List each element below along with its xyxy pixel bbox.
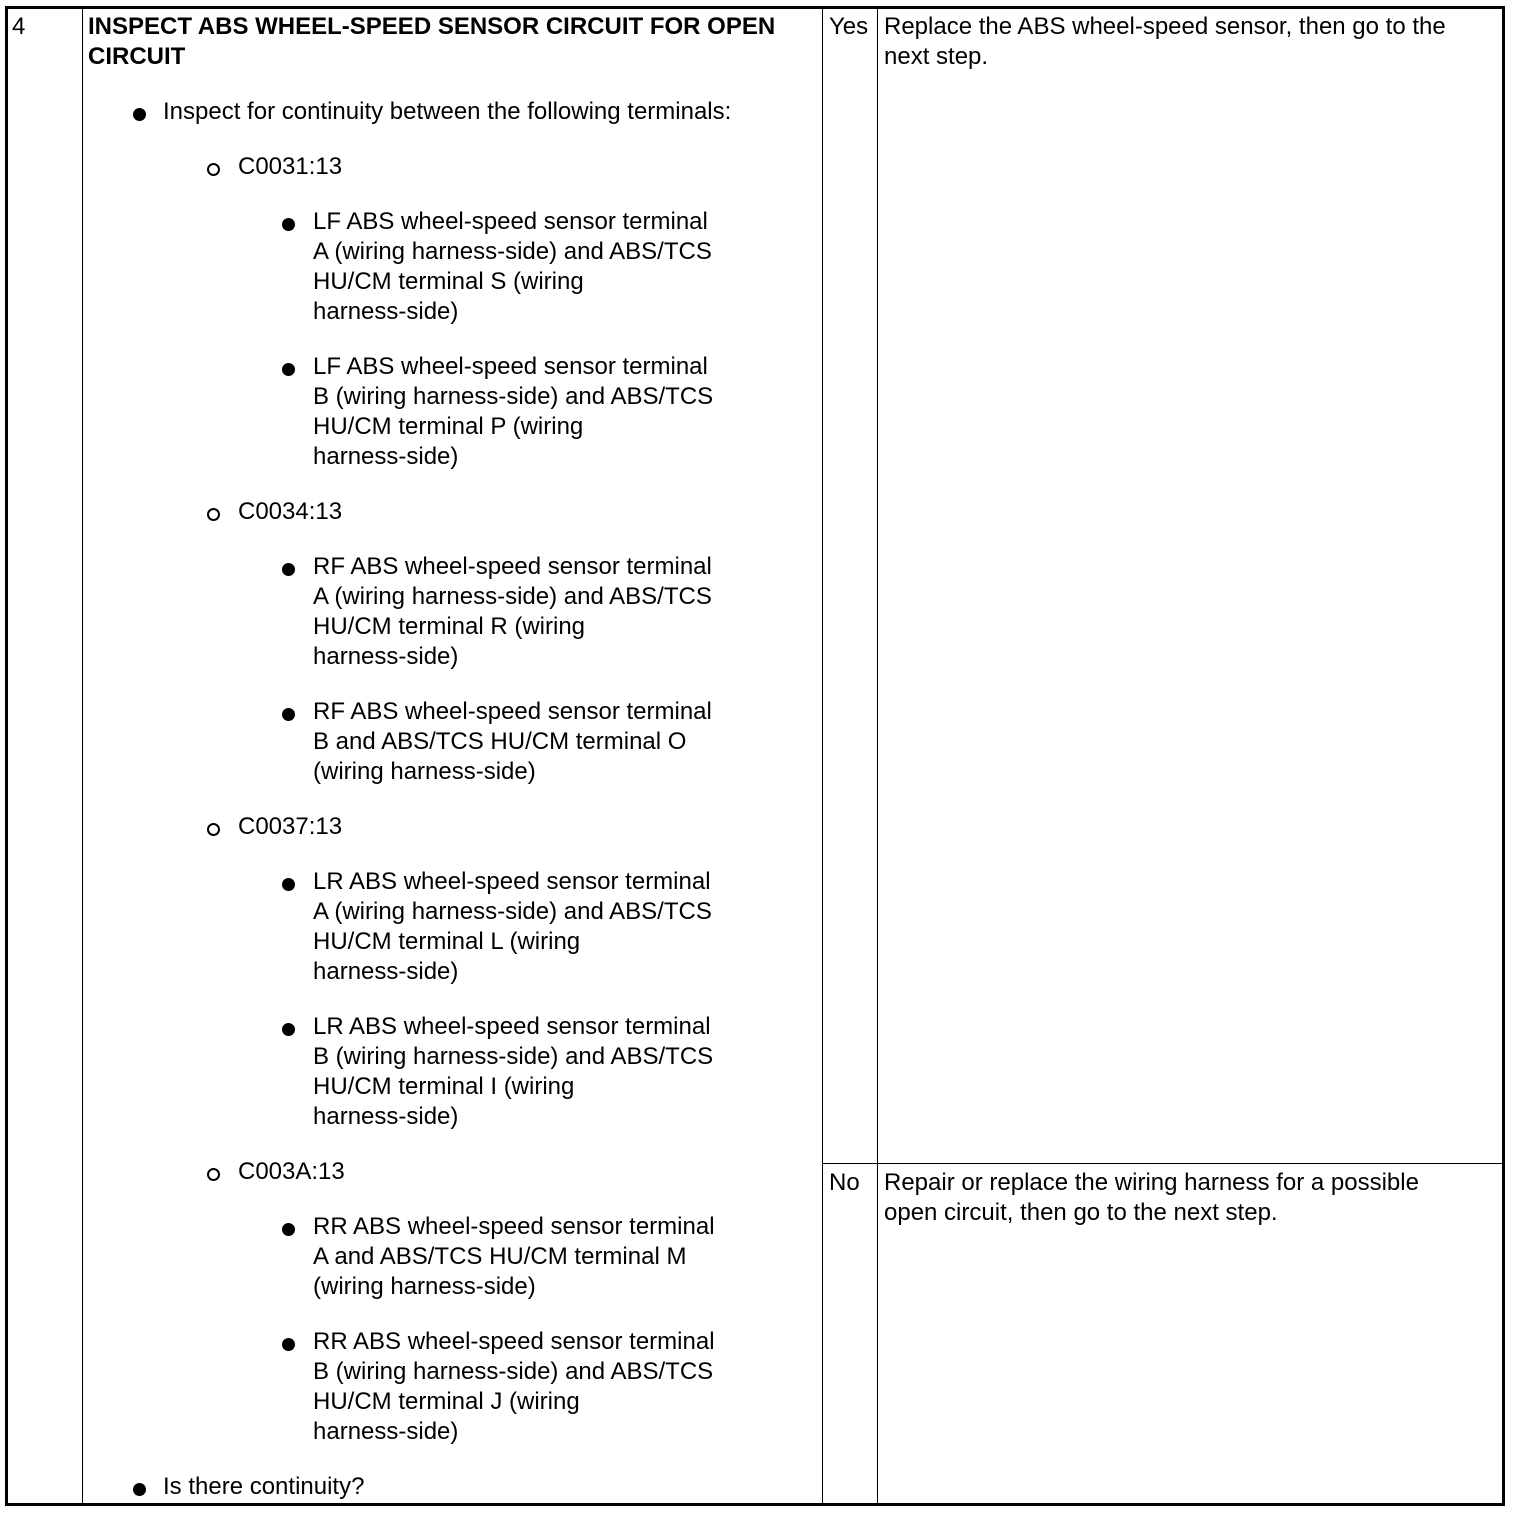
bullet-icon: [282, 1223, 295, 1236]
circle-bullet-icon: [207, 1168, 220, 1181]
terminal-item-line: A (wiring harness-side) and ABS/TCS: [313, 238, 712, 265]
no-label: No: [829, 1169, 860, 1196]
connector-code: C0037:13: [238, 813, 343, 840]
connector-code: C0034:13: [238, 498, 343, 525]
terminal-item-line: HU/CM terminal S (wiring: [313, 268, 584, 295]
terminal-item-line: RF ABS wheel-speed sensor terminal: [313, 698, 712, 725]
terminal-item-line: B and ABS/TCS HU/CM terminal O: [313, 728, 687, 755]
intro-text: Inspect for continuity between the following terminals:: [163, 98, 732, 125]
row-divider-yes-no: [822, 1163, 1502, 1164]
terminal-item-line: HU/CM terminal L (wiring: [313, 928, 581, 955]
yes-action-line-2: next step.: [884, 43, 989, 70]
bullet-icon: [282, 1338, 295, 1351]
terminal-item-line: (wiring harness-side): [313, 758, 536, 785]
bullet-icon: [282, 363, 295, 376]
circle-bullet-icon: [207, 163, 220, 176]
circle-bullet-icon: [207, 823, 220, 836]
terminal-item-line: LF ABS wheel-speed sensor terminal: [313, 208, 708, 235]
bullet-icon: [282, 878, 295, 891]
yes-label: Yes: [829, 13, 869, 40]
terminal-item-line: harness-side): [313, 443, 459, 470]
terminal-item-line: LR ABS wheel-speed sensor terminal: [313, 868, 711, 895]
circle-bullet-icon: [207, 508, 220, 521]
terminal-item-line: LF ABS wheel-speed sensor terminal: [313, 353, 708, 380]
connector-code: C003A:13: [238, 1158, 345, 1185]
column-divider-step: [82, 9, 83, 1503]
diagnostic-step-table: [5, 6, 1505, 1506]
step-heading-line-1: INSPECT ABS WHEEL-SPEED SENSOR CIRCUIT FOR OPEN: [88, 13, 776, 40]
connector-code: C0031:13: [238, 153, 343, 180]
terminal-item-line: harness-side): [313, 643, 459, 670]
no-action-line-2: open circuit, then go to the next step.: [884, 1199, 1278, 1226]
bullet-icon: [282, 218, 295, 231]
step-heading-line-2: CIRCUIT: [88, 43, 186, 70]
terminal-item-line: HU/CM terminal J (wiring: [313, 1388, 580, 1415]
terminal-item-line: RF ABS wheel-speed sensor terminal: [313, 553, 712, 580]
column-divider-test: [822, 9, 823, 1503]
terminal-item-line: HU/CM terminal P (wiring: [313, 413, 584, 440]
terminal-item-line: harness-side): [313, 1418, 459, 1445]
bullet-icon: [282, 563, 295, 576]
no-action-line-1: Repair or replace the wiring harness for a possible: [884, 1169, 1419, 1196]
terminal-item-line: harness-side): [313, 1103, 459, 1130]
bullet-icon: [133, 108, 146, 121]
continuity-question: Is there continuity?: [163, 1473, 365, 1500]
terminal-item-line: HU/CM terminal R (wiring: [313, 613, 586, 640]
terminal-item-line: B (wiring harness-side) and ABS/TCS: [313, 1043, 714, 1070]
terminal-item-line: harness-side): [313, 958, 459, 985]
yes-action-line-1: Replace the ABS wheel-speed sensor, then go to the: [884, 13, 1446, 40]
column-divider-result: [877, 9, 878, 1503]
terminal-item-line: A and ABS/TCS HU/CM terminal M: [313, 1243, 687, 1270]
terminal-item-line: LR ABS wheel-speed sensor terminal: [313, 1013, 711, 1040]
bullet-icon: [282, 1023, 295, 1036]
terminal-item-line: A (wiring harness-side) and ABS/TCS: [313, 583, 712, 610]
terminal-item-line: RR ABS wheel-speed sensor terminal: [313, 1328, 715, 1355]
step-number: 4: [12, 13, 26, 40]
terminal-item-line: harness-side): [313, 298, 459, 325]
terminal-item-line: A (wiring harness-side) and ABS/TCS: [313, 898, 712, 925]
terminal-item-line: (wiring harness-side): [313, 1273, 536, 1300]
terminal-item-line: B (wiring harness-side) and ABS/TCS: [313, 383, 714, 410]
terminal-item-line: HU/CM terminal I (wiring: [313, 1073, 575, 1100]
bullet-icon: [133, 1483, 146, 1496]
terminal-item-line: RR ABS wheel-speed sensor terminal: [313, 1213, 715, 1240]
terminal-item-line: B (wiring harness-side) and ABS/TCS: [313, 1358, 714, 1385]
bullet-icon: [282, 708, 295, 721]
